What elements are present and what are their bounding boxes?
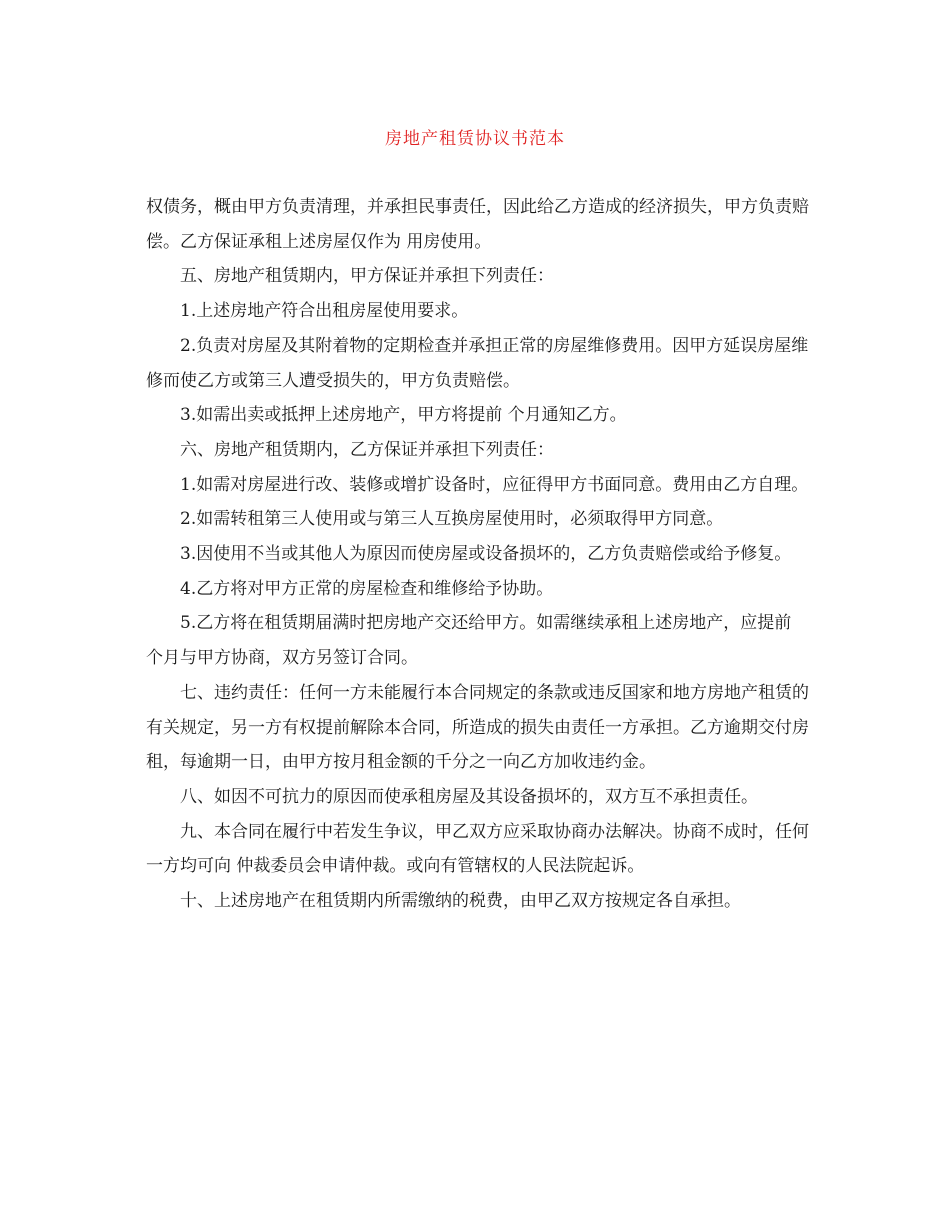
paragraph: 1.上述房地产符合出租房屋使用要求。 xyxy=(180,301,469,322)
paragraph: 5.乙方将在租赁期届满时把房地产交还给甲方。如需继续承租上述房地产，应提前 个月与甲方协商，双方另签订合同。 xyxy=(146,613,792,669)
paragraph: 七、违约责任：任何一方未能履行本合同规定的条款或违反国家和地方房地产租赁的有关规定，另一方有权提前解除本合同，所造成的损失由责任一方承担。乙方逾期交付房租，每逾期一日，由甲方按月租金额的千分之一向乙方加收违约金。 xyxy=(146,682,809,773)
paragraph: 权债务，概由甲方负责清理，并承担民事责任，因此给乙方造成的经济损失，甲方负责赔偿。乙方保证承租上述房屋仅作为 用房使用。 xyxy=(146,197,809,252)
document-title: 房地产租赁协议书范本 xyxy=(385,129,565,149)
paragraph: 1.如需对房屋进行改、装修或增扩设备时，应征得甲方书面同意。费用由乙方自理。 xyxy=(180,474,809,495)
paragraph: 八、如因不可抗力的原因而使承租房屋及其设备损坏的，双方互不承担责任。 xyxy=(180,786,758,807)
paragraph: 3.因使用不当或其他人为原因而使房屋或设备损坏的，乙方负责赔偿或给予修复。 xyxy=(180,544,792,565)
paragraph: 2.负责对房屋及其附着物的定期检查并承担正常的房屋维修费用。因甲方延误房屋维修而使乙方或第三人遭受损失的，甲方负责赔偿。 xyxy=(146,335,809,391)
paragraph: 3.如需出卖或抵押上述房地产，甲方将提前 个月通知乙方。 xyxy=(180,405,627,426)
paragraph: 4.乙方将对甲方正常的房屋检查和维修给予协助。 xyxy=(180,578,554,599)
paragraph: 九、本合同在履行中若发生争议，甲乙双方应采取协商办法解决。协商不成时，任何一方均可向 仲裁委员会申请仲裁。或向有管辖权的人民法院起诉。 xyxy=(146,821,809,877)
paragraph: 十、上述房地产在租赁期内所需缴纳的税费，由甲乙双方按规定各自承担。 xyxy=(180,891,741,912)
paragraph: 六、房地产租赁期内，乙方保证并承担下列责任： xyxy=(180,439,554,460)
paragraph: 2.如需转租第三人使用或与第三人互换房屋使用时，必须取得甲方同意。 xyxy=(180,509,724,530)
paragraph: 五、房地产租赁期内，甲方保证并承担下列责任： xyxy=(180,266,554,287)
document-body xyxy=(146,190,810,919)
